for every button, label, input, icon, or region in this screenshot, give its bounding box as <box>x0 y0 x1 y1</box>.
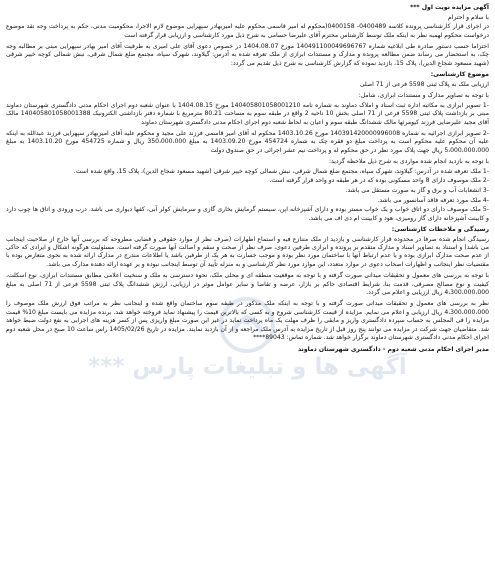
intro-paragraph: در اجرای قرار کارشناسی پرونده کلاسه 0400489- 0400158(محکوم له امیر قاسمی محکوم علیه امیربهادر سپهرایی موضوع لازم الاجرا، محکومیت مدنی، حکم به پرداخت وجه نقد موضوع درخواست محکوم لهمبه نظر به اینکه ملک توسط کارشناس محترم آقای علیرضا حسامی به شرح ذیل مورد کارشناسی و ارزیابی قرار گرفته است <box>6 23 489 39</box>
visit-item-1: -1 ملک تعرفه شده در آدرس: گیلاوند، شهرک سپاه، مجتمع ضلع شمال شرقی، نبش شمالی کوچه خیبر شرقی (شهید مسعود شجاع الدین)، پلاک 15، واقع شده است. <box>73 167 489 175</box>
document-item-2: -2 تصویر ابرازی اجرائیه به شماره 140391420000996008 مورخ 1403.10.26 محکوم له آقای امیر قاسمی فرزند علی مجید و محکوم علیه آقای امیربهادر سپهرایی فرزند عبدالله به اینکه علیه آن محکوم علیه محکوم است به پرداخت مبلغ دو فقره چک به شماره 454724 مورخ 1403.09.20 به مبلغ 350،000،000 ریال و شماره 454725 مورخ 1403.10.20 به مبلغ 5،000،000،000 ریال جهت پلاک مورد نظر در حق محکوم له و پرداخت نیم عشر اجرائی در حق صندوق دولت <box>6 130 489 154</box>
review-paragraph-3: نظر به بررسی های معمول و تحقیقات میدانی صورت گرفته و با توجه به اینکه ملک مذکور در طبقه سوم ساختمان واقع شده و اینجانب نظر به مراتب فوق ارزش ملک موصوف را 4،300،000،000 ریال ارزیابی و اعلام می نمایم. مزایده از قیمت کارشناسی شروع و به کسی که بالاترین قیمت را پیشنهاد نماید فروخته خواهد شد. برنده مزایده می بایست مبلغ 10% قیمت مزایده را فی المجلس به حساب سپرده دادگستری واریز و مابقی را ظرف مهلت یک ماه پرداخت نماید در غیر این صورت مبلغ واریزی پس از کسر هزینه های اجرایی به نفع دولت ضبط خواهد شد. متقاضیان جهت شرکت در مزایده می توانند پنج روز قبل از تاریخ مزایده به آدرس ملک مراجعه و از آن بازدید نمایند. مزایده در تاریخ 1405/02/26 راس ساعت 10 صبح در محل شعبه دوم اجرای احکام مدنی دادگستری شهرستان دماوند برگزار خواهد شد. شماره تماس: 89043**** <box>6 300 490 342</box>
notice-body <box>6 4 489 355</box>
watermark-text: آگهی ها و تبلیغات پارس *** <box>88 354 407 380</box>
review-heading: رسیدگی و ملاحظات کارشناسی: <box>391 226 489 234</box>
subject-heading: موضوع کارشناسی: <box>430 71 489 79</box>
visit-item-3: -3 انشعابات آب و برق و گاز به صورت مستقل می باشد. <box>345 187 489 195</box>
notice-title: آگهی مزایده نوبت اول *** <box>410 4 489 11</box>
visit-item-5: -5 ملک موصوف دارای دو اتاق خواب و یک خواب مستر بوده و دارای آشپزخانه اپن، سیستم گرمایش بخاری گازی و سرمایش کولر آبی، کفها دیواری می باشد. درب ورودی و اتاق ها چوب دارد و کابینت آشپزخانه دارای گاز رومیزی، هود و کابینت ام دی اف می باشد. <box>6 206 489 222</box>
order-paragraph: احتراما حسب دستور صادره طی ابلاغیه شماره 140491100049696767 مورخ 1404.08.07 در خصوص دعوی آقای علی امیری به طرفیت آقای امیر بهادر سپهرایی مبنی بر مطالبه وجه چک، به استحضار می رساند ضمن مطالعه پرونده و مدارک و مستندات ابرازی از ملک تعرفه شده به آدرس: گیلاوند، شهرک سپاه، مجتمع ضلع شمال شرقی، نبش شمالی کوچه خیبر شرقی (شهید مسعود شجاع الدین)، پلاک 15، بازدید نموده که گزارش کارشناسی به شرح ذیل تقدیم می گردد: <box>6 43 490 67</box>
documents-heading: با توجه به تصاویر مدارک و مستندات ابرازی، شامل: <box>358 92 489 100</box>
review-paragraph-1: رسیدگی انجام شده صرفا در محدوده قرار کارشناسی و بازدید از ملک متنازع فیه و استماع اظهارات (صرف نظر از موارد حقوقی و قضایی مطروحه که بررسی آنها خارج از صلاحیت اینجانب می باشد) و استناد به تصاویر اسناد و مدارک متقدم بر پرونده و ابرازی طرفین دعوی، صرف نظر از صحت و سقم و اصالت آنها صورت گرفته است. مسئولیت هرگونه اشکال و ایرادی که حاکی از عدم صحت مدارک ابرازی بوده و یا عدم ارتباط آنها با ساختمان مورد نظر بوده و موجب خسارت به هر یک از طرفین باشد یا اطلاعات مندرج در مدارک ارائه شده به نحوی متعارض بوده با مقتضیات نظر اینجانب و اظهارات اصحاب دعوی در موارد متعدد، این موارد مورد نظر کارشناسی و به منزله تأیید آن توسط اینجانب نبوده و بر عهده ارائه دهنده مدارک می باشد. <box>6 235 489 268</box>
review-paragraph-2: با توجه به بررسی های معمول و تحقیقات میدانی صورت گرفته و با توجه به موقعیت منطقه ای و محلی ملک، نحوه دسترسی به ملک و سنخیت اعلامی مطابق مستندات ابرازی، نوع اسکلت، کیفیت و نوع مصالح مصرفی، قدمت بنا، شرایط اقتصادی حاکم بر بازار، عرضه و تقاضا و سایر عوامل موثر در ارزیابی، ارزش ششدانگ پلاک ثبتی 5598 فرعی از 71 اصلی به مبلغ 4،300،000،000 ریال ارزیابی و اعلام می گردد. <box>6 272 490 297</box>
visit-item-4: -4 ملک مورد تعرفه فاقد آسانسور می باشد. <box>377 196 489 204</box>
visit-heading: با توجه به بازدید انجام شده مواردی به شرح ذیل ملاحظه گردید: <box>328 158 489 166</box>
subject-text: ارزیابی ملک به پلاک ثبتی 5598 فرعی از 71 اصلی <box>359 80 489 88</box>
greeting: با سلام و احترام <box>448 13 489 21</box>
document-item-1: -1 تصویر ابرازی به مکاتبه اداره ثبت اسناد و املاک دماوند به شماره نامه 140405801058001210 مورخ 1404.08.15 با عنوان شعبه دوم اجرای احکام مدنی دادگستری شهرستان دماوند مبنی بر بازداشت پلاک ثبتی 5598 فرعی از 71 اصلی بخش 10 ناحیه 2 واقع در طبقه سوم به مساحت 80.21 مترمربع با شماره دفتر بازداشتی الکترونیک 140405801058001388 مالک آقای مجید علیرضایی فرزند کیومرثها مالک ششدانگ طبقه سوم و اعیان به لحاظ شعبه دوم اجرای احکام مدنی دادگستری شهرستان دماوند <box>6 101 489 126</box>
visit-item-2: -2 ملک موصوف دارای 8 واحد مسکونی بوده که در هر طبقه دو واحد قرار گرفته است. <box>269 177 489 185</box>
notice-footer: مدیر اجرای احکام مدنی شعبه دوم - دادگستری شهرستان دماوند <box>298 345 489 353</box>
